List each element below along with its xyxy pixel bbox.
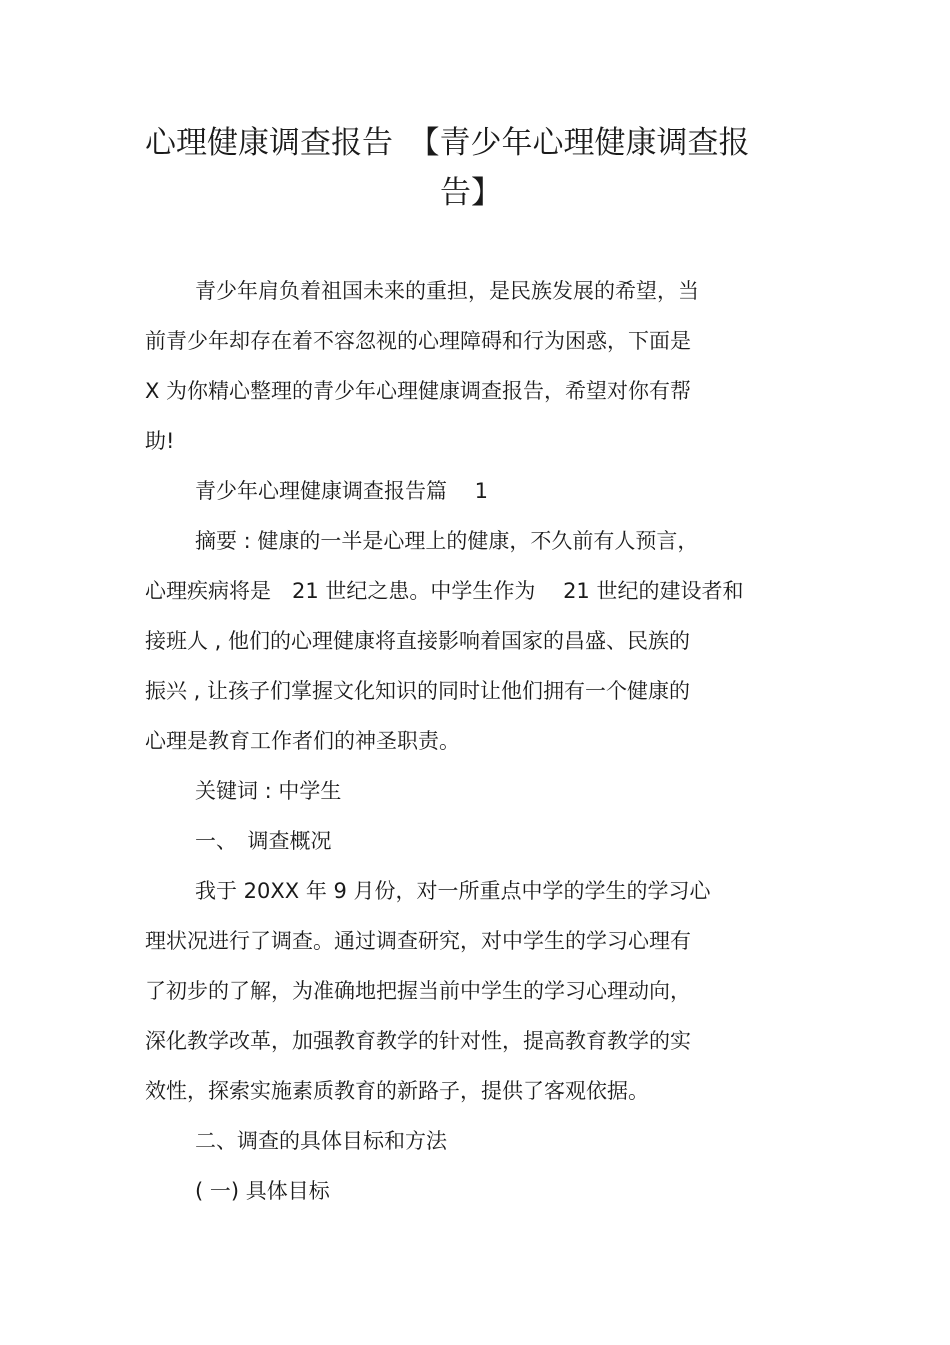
paragraph-line: 我于 20XX 年 9 月份，对一所重点中学的学生的学习心	[195, 879, 711, 903]
paragraph-line: 助!	[145, 429, 175, 453]
section-heading: 一、 调查概况	[195, 829, 332, 853]
paragraph-line: 了初步的了解，为准确地把握当前中学生的学习心理动向，	[145, 979, 691, 1003]
paragraph-line: 理状况进行了调查。通过调查研究，对中学生的学习心理有	[145, 929, 691, 953]
paragraph-line: 深化教学改革，加强教育教学的针对性，提高教育教学的实	[145, 1029, 691, 1053]
section-heading: 青少年心理健康调查报告篇 1	[195, 479, 489, 503]
keywords-line: 关键词 : 中学生	[195, 779, 342, 803]
paragraph-line: 振兴 , 让孩子们掌握文化知识的同时让他们拥有一个健康的	[145, 679, 691, 703]
paragraph-line: 效性，探索实施素质教育的新路子，提供了客观依据。	[145, 1079, 649, 1103]
paragraph-line: 青少年肩负着祖国未来的重担，是民族发展的希望，当	[195, 279, 699, 303]
document-title-line-2: 告】	[440, 175, 502, 211]
paragraph-line: X 为你精心整理的青少年心理健康调查报告，希望对你有帮	[145, 379, 692, 403]
document-title-line-1: 心理健康调查报告 【青少年心理健康调查报	[145, 125, 750, 161]
paragraph-line: 接班人 , 他们的心理健康将直接影响着国家的昌盛、民族的	[145, 629, 691, 653]
paragraph-line: 心理疾病将是 21 世纪之患。中学生作为 21 世纪的建设者和	[145, 579, 744, 603]
section-heading: 二、调查的具体目标和方法	[195, 1129, 447, 1153]
paragraph-line: 前青少年却存在着不容忽视的心理障碍和行为困惑，下面是	[145, 329, 691, 353]
paragraph-line: 心理是教育工作者们的神圣职责。	[145, 729, 460, 753]
subsection-heading: ( 一) 具体目标	[195, 1179, 330, 1203]
paragraph-line: 摘要 : 健康的一半是心理上的健康，不久前有人预言，	[195, 529, 699, 553]
